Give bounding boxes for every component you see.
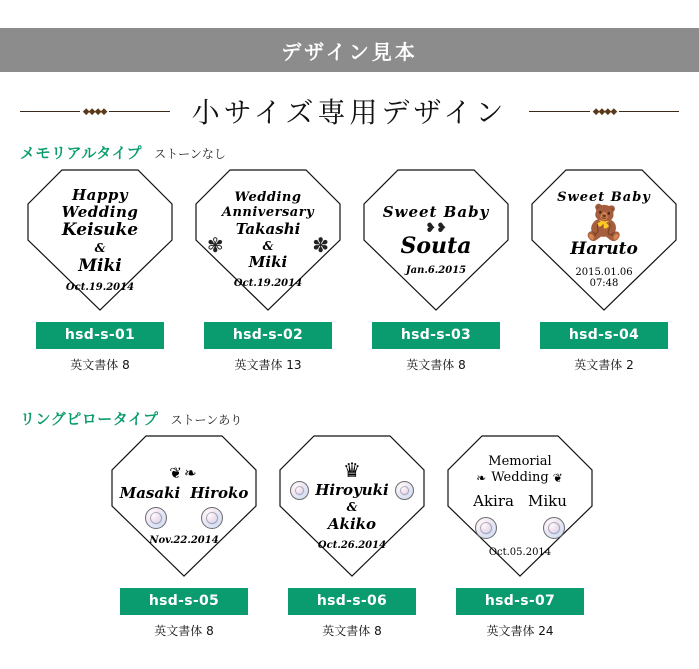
font-note: 英文書体 8: [406, 358, 466, 372]
flourish-icon: ❦❧: [169, 465, 199, 483]
page-title: デザイン見本: [281, 39, 418, 64]
plaque-content: [108, 432, 260, 580]
plaque-names-row: [473, 492, 567, 511]
main-title-row: [0, 86, 699, 136]
plaque-line: &: [262, 238, 274, 253]
font-note: 英文書体 24: [486, 624, 554, 638]
plaque-name: Akira: [473, 492, 514, 511]
plaque-line: Sweet Baby: [557, 189, 651, 205]
plaque-content: [528, 166, 680, 314]
plaque-date: Jan.6.2015: [405, 265, 467, 277]
leaf-right-icon: ❦: [552, 471, 564, 486]
leaf-left-icon: ❧: [476, 471, 488, 486]
plaque-line: Keisuke: [61, 220, 139, 241]
plaque-line: Sweet Baby: [382, 202, 490, 221]
font-note: 英文書体 2: [574, 358, 634, 372]
plaque-line: Happy Wedding: [61, 185, 139, 222]
plaque-name: Miku: [527, 492, 567, 511]
design-code-badge: hsd-s-03: [372, 322, 500, 349]
plaque-line: Hiroyuki: [315, 481, 389, 500]
floral-left-icon: ✾: [206, 235, 224, 258]
design-card-hsd-s-06[interactable]: [276, 432, 428, 639]
plaque-shape: [108, 432, 260, 580]
plaque-line: Wedding: [491, 470, 549, 486]
design-code-badge: hsd-s-05: [120, 588, 248, 615]
plaque-shape: [360, 166, 512, 314]
plaque-line: Haruto: [570, 238, 638, 259]
header-bar: [0, 28, 699, 72]
ornament-line: [529, 111, 589, 112]
plaque-names-row: [207, 221, 329, 271]
font-note: 英文書体 8: [322, 624, 382, 638]
plaque-content: [276, 432, 428, 580]
main-heading: 小サイズ専用デザイン: [191, 96, 508, 129]
plaque-name: Masaki: [119, 484, 181, 503]
plaque-shape: [444, 432, 596, 580]
stones-row: [475, 517, 565, 539]
plaque-date: Oct.19.2014: [233, 277, 303, 289]
plaque-names-row: [290, 481, 414, 500]
stone-icon: [145, 507, 167, 529]
design-code-badge: hsd-s-07: [456, 588, 584, 615]
crown-icon: ♛: [343, 460, 361, 483]
plaque-date: Oct.26.2014: [317, 539, 387, 551]
design-code-badge: hsd-s-06: [288, 588, 416, 615]
plaque-shape: [276, 432, 428, 580]
design-card-hsd-s-07[interactable]: [444, 432, 596, 639]
section-subtitle: ストーンあり: [170, 413, 243, 427]
section-title: メモリアルタイプ: [20, 144, 143, 162]
teddy-bear-icon: 🧸: [582, 203, 626, 242]
floral-right-icon: ✽: [312, 235, 330, 258]
ornament-left: [20, 107, 170, 116]
section-title: リングピロータイプ: [20, 410, 159, 428]
stone-icon: [201, 507, 223, 529]
plaque-line: &: [94, 240, 106, 255]
plaque-line: Miki: [248, 253, 288, 272]
ornament-dots-icon: ◆◆◆◆: [82, 105, 107, 116]
font-note: 英文書体 8: [154, 624, 214, 638]
stone-icon: [543, 517, 565, 539]
font-note: 英文書体 13: [234, 358, 302, 372]
plaque-line: Takashi: [235, 220, 301, 239]
stones-row: [145, 507, 223, 529]
design-code-badge: hsd-s-02: [204, 322, 332, 349]
plaque-names-row: [120, 485, 249, 502]
stone-icon: [475, 517, 497, 539]
design-card-hsd-s-02[interactable]: [192, 166, 344, 373]
plaque-date: 2015.01.06: [575, 267, 633, 279]
plaque-line: Anniversary: [221, 205, 315, 221]
section-heading-ringpillow: [20, 408, 242, 429]
ornament-line: [109, 111, 169, 112]
stone-icon: [395, 481, 414, 500]
plaque-date: Nov.22.2014: [149, 534, 219, 546]
plaque-line: Akiko: [327, 515, 377, 534]
design-code-badge: hsd-s-01: [36, 322, 164, 349]
plaque-date: Oct.19.2014: [65, 282, 135, 294]
plaque-content: [444, 432, 596, 580]
ornament-right: [529, 107, 679, 116]
plaque-line: Miki: [78, 255, 122, 276]
plaque-date: Oct.05.2014: [488, 547, 552, 559]
plaque-shape: [192, 166, 344, 314]
plaque-line: Souta: [400, 232, 472, 259]
wings-icon: ❥❥: [425, 219, 447, 235]
plaque-subtitle-row: [476, 470, 564, 486]
plaque-shape: [528, 166, 680, 314]
design-card-hsd-s-05[interactable]: [108, 432, 260, 639]
plaque-line: Wedding: [234, 190, 302, 206]
font-note: 英文書体 8: [70, 358, 130, 372]
section-subtitle: ストーンなし: [154, 147, 226, 161]
ornament-line: [20, 111, 80, 112]
plaque-content: [192, 166, 344, 314]
design-card-hsd-s-04[interactable]: [528, 166, 680, 373]
section-heading-memorial: [20, 142, 226, 163]
design-code-badge: hsd-s-04: [540, 322, 668, 349]
stone-icon: [290, 481, 309, 500]
plaque-time: 07:48: [589, 278, 619, 290]
plaque-shape: [24, 166, 176, 314]
ornament-dots-icon: ◆◆◆◆: [592, 105, 617, 116]
design-card-hsd-s-01[interactable]: [24, 166, 176, 373]
design-card-hsd-s-03[interactable]: [360, 166, 512, 373]
plaque-line: &: [346, 500, 358, 515]
plaque-content: [360, 166, 512, 314]
plaque-line: Memorial: [488, 453, 552, 469]
ornament-line: [619, 111, 679, 112]
plaque-name: Hiroko: [190, 484, 249, 503]
plaque-content: [24, 166, 176, 314]
